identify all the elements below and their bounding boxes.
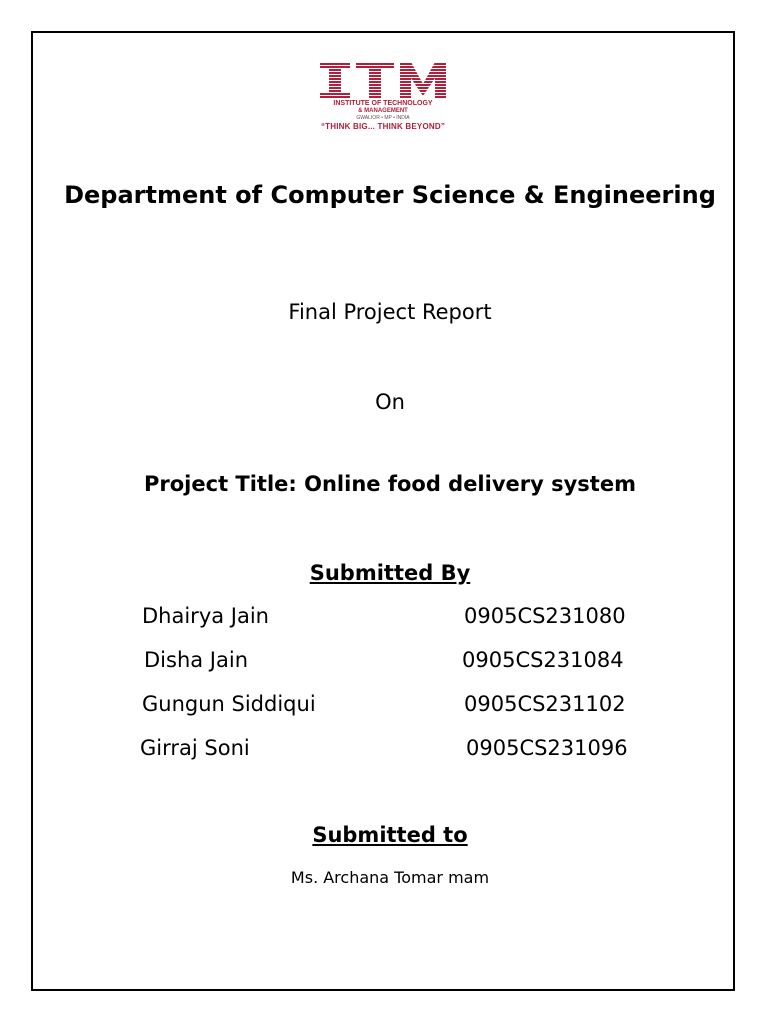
student-name: Disha Jain [144, 648, 249, 672]
student-name: Girraj Soni [140, 736, 250, 760]
logo-location-line: GWALIOR • MP • INDIA [356, 115, 410, 121]
report-type: Final Project Report [288, 300, 492, 324]
student-name: Dhairya Jain [142, 604, 269, 628]
on-text: On [375, 390, 405, 414]
student-roll: 0905CS231096 [466, 736, 628, 760]
page-border [31, 31, 735, 991]
logo-management-line: & MANAGEMENT [358, 108, 408, 114]
institute-logo [286, 56, 480, 142]
submitted-to-heading: Submitted to [312, 823, 468, 847]
department-heading: Department of Computer Science & Engineering [64, 181, 716, 209]
student-roll: 0905CS231080 [464, 604, 626, 628]
logo-institute-line: INSTITUTE OF TECHNOLOGY [333, 100, 433, 107]
student-roll: 0905CS231102 [464, 692, 626, 716]
logo-tagline: “THINK BIG... THINK BEYOND” [320, 122, 446, 131]
itm-logo-mark [318, 60, 448, 100]
student-roll: 0905CS231084 [462, 648, 624, 672]
project-title: Project Title: Online food delivery system [144, 472, 636, 496]
guide-name: Ms. Archana Tomar mam [290, 868, 490, 887]
student-name: Gungun Siddiqui [142, 692, 316, 716]
submitted-by-heading: Submitted By [309, 561, 471, 585]
